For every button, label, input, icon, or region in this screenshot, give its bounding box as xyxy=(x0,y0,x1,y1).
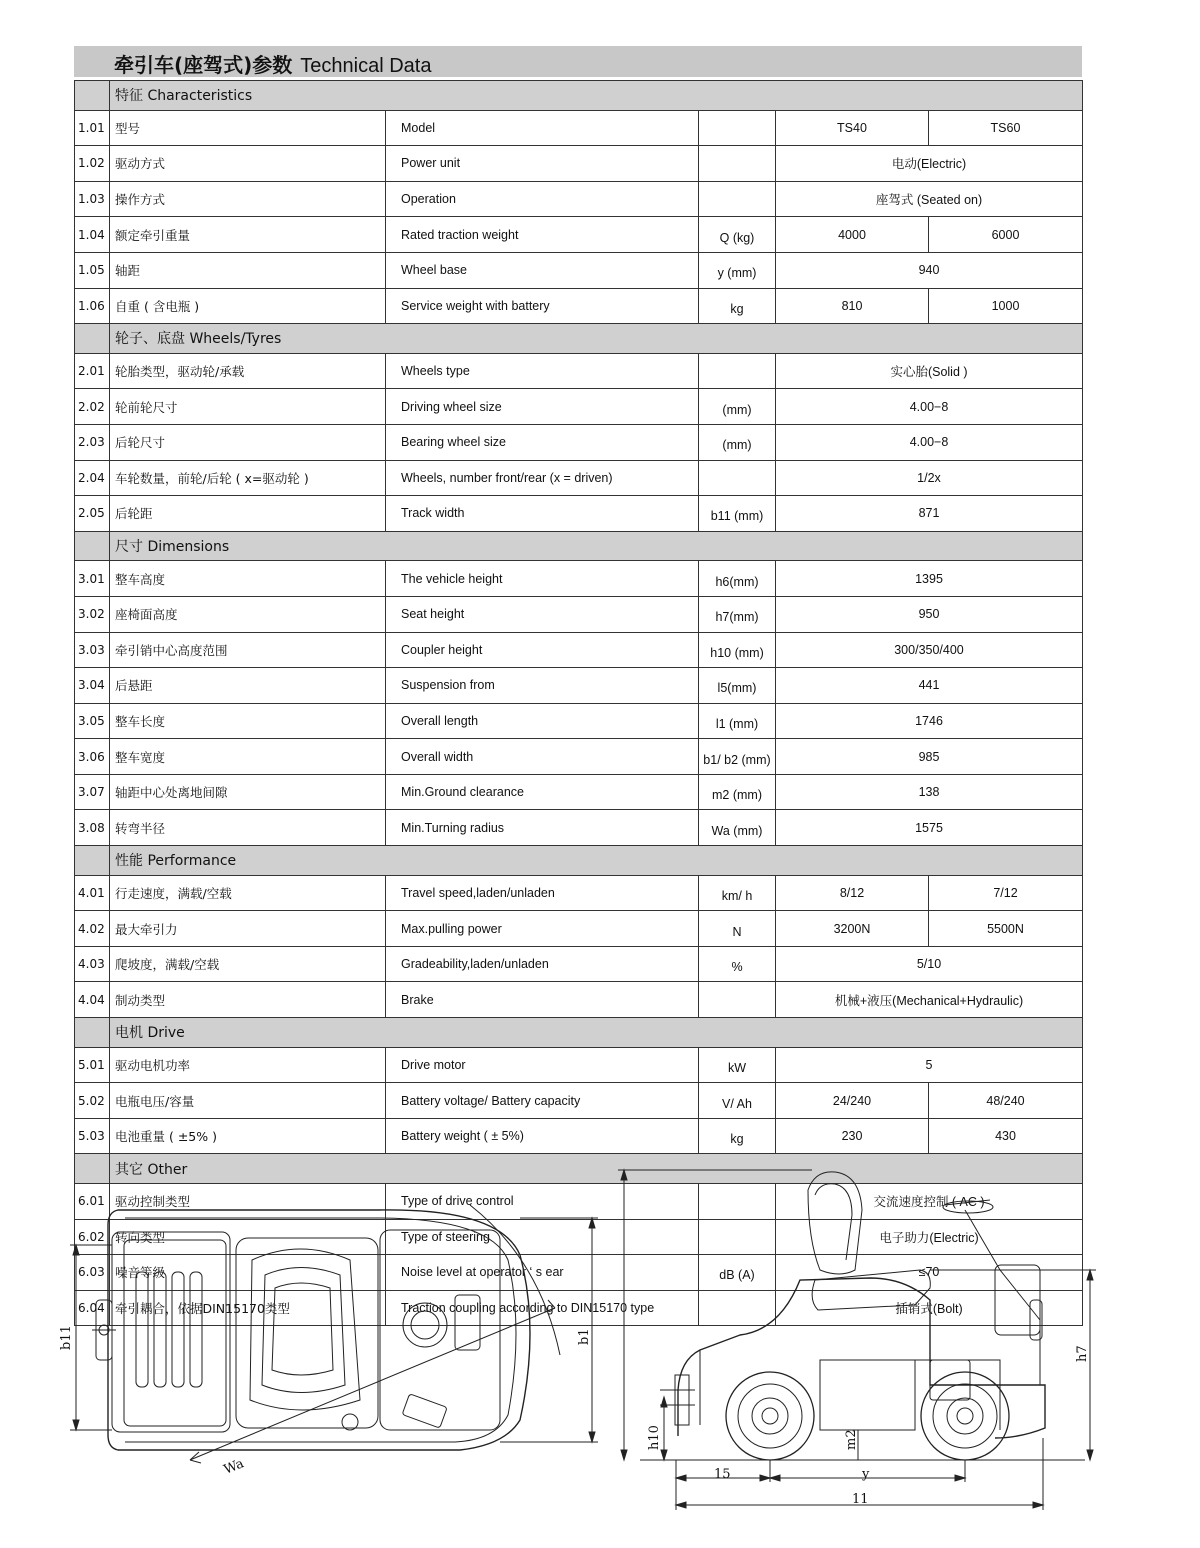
row-value-ts60: 48/240 xyxy=(929,1083,1083,1119)
section-blank-cell xyxy=(75,324,110,354)
section-blank-cell xyxy=(75,1018,110,1048)
row-label-en: Operation xyxy=(386,181,699,217)
section-label: 其它 Other xyxy=(110,1154,1083,1184)
row-label-cn: 电池重量 ( ±5% ) xyxy=(110,1118,386,1154)
vehicle-drawings xyxy=(0,1160,1200,1520)
row-label-en: Travel speed,laden/unladen xyxy=(386,875,699,911)
row-number: 3.04 xyxy=(75,668,110,704)
row-number: 3.06 xyxy=(75,739,110,775)
row-label-cn: 电瓶电压/容量 xyxy=(110,1083,386,1119)
row-value: 1746 xyxy=(776,703,1083,739)
row-label-en: Min.Ground clearance xyxy=(386,774,699,810)
row-value: 441 xyxy=(776,668,1083,704)
table-row xyxy=(75,810,1083,846)
row-number: 3.03 xyxy=(75,632,110,668)
row-label-cn: 车轮数量，前轮/后轮 ( x=驱动轮 ) xyxy=(110,460,386,496)
row-label-en: Drive motor xyxy=(386,1047,699,1083)
row-unit: kg xyxy=(699,1118,776,1154)
table-row xyxy=(75,739,1083,775)
table-row xyxy=(75,353,1083,389)
table-row xyxy=(75,774,1083,810)
row-label-en: Wheel base xyxy=(386,252,699,288)
row-label-cn: 后轮距 xyxy=(110,496,386,532)
table-row xyxy=(75,252,1083,288)
row-label-en: Gradeability,laden/unladen xyxy=(386,946,699,982)
row-unit: Wa (mm) xyxy=(699,810,776,846)
table-row xyxy=(75,389,1083,425)
row-value-ts40: 8/12 xyxy=(776,875,929,911)
row-label-cn: 轮前轮尺寸 xyxy=(110,389,386,425)
row-number: 2.02 xyxy=(75,389,110,425)
row-value: 1395 xyxy=(776,561,1083,597)
row-unit: m2 (mm) xyxy=(699,774,776,810)
row-value-ts40: 24/240 xyxy=(776,1083,929,1119)
row-label-en: Model xyxy=(386,110,699,146)
row-number: 1.03 xyxy=(75,181,110,217)
row-value: 871 xyxy=(776,496,1083,532)
section-blank-cell xyxy=(75,531,110,561)
row-unit: h7(mm) xyxy=(699,596,776,632)
row-number: 1.06 xyxy=(75,288,110,324)
row-unit: b11 (mm) xyxy=(699,496,776,532)
table-row xyxy=(75,460,1083,496)
row-number: 1.05 xyxy=(75,252,110,288)
row-unit xyxy=(699,181,776,217)
row-label-cn: 驱动电机功率 xyxy=(110,1047,386,1083)
row-label-cn: 座椅面高度 xyxy=(110,596,386,632)
row-unit xyxy=(699,460,776,496)
row-number: 4.03 xyxy=(75,946,110,982)
row-unit: dB (A) xyxy=(699,1255,776,1291)
row-unit: kg xyxy=(699,288,776,324)
row-number: 3.07 xyxy=(75,774,110,810)
row-value-ts40: 3200N xyxy=(776,911,929,947)
row-number: 3.01 xyxy=(75,561,110,597)
row-label-en: Noise level at operator ‘ s ear xyxy=(386,1255,699,1291)
table-row xyxy=(75,946,1083,982)
technical-data-table xyxy=(74,80,1083,1326)
row-label-en: Bearing wheel size xyxy=(386,424,699,460)
row-value-ts40: 4000 xyxy=(776,217,929,253)
row-unit: (mm) xyxy=(699,424,776,460)
row-value: 插销式(Bolt) xyxy=(776,1290,1083,1326)
row-label-en: Wheels, number front/rear (x = driven) xyxy=(386,460,699,496)
side-view-drawing xyxy=(618,1170,1096,1510)
row-unit: h6(mm) xyxy=(699,561,776,597)
dim-label-l5: 15 xyxy=(714,1467,731,1482)
dim-label-h10: h10 xyxy=(647,1425,662,1450)
row-label-cn: 驱动控制类型 xyxy=(110,1184,386,1220)
table-row xyxy=(75,875,1083,911)
row-label-cn: 轴距 xyxy=(110,252,386,288)
row-label-en: Wheels type xyxy=(386,353,699,389)
table-row xyxy=(75,424,1083,460)
row-unit: l5(mm) xyxy=(699,668,776,704)
row-value: 940 xyxy=(776,252,1083,288)
row-unit xyxy=(699,982,776,1018)
row-label-en: Min.Turning radius xyxy=(386,810,699,846)
section-header-row xyxy=(75,531,1083,561)
title-bar xyxy=(74,46,1082,77)
table-row xyxy=(75,561,1083,597)
section-label: 电机 Drive xyxy=(110,1018,1083,1048)
section-header-row xyxy=(75,846,1083,876)
row-value: 电子助力(Electric) xyxy=(776,1219,1083,1255)
row-label-cn: 自重 ( 含电瓶 ) xyxy=(110,288,386,324)
row-label-en: The vehicle height xyxy=(386,561,699,597)
row-number: 5.03 xyxy=(75,1118,110,1154)
row-label-cn: 整车宽度 xyxy=(110,739,386,775)
table-row xyxy=(75,146,1083,182)
row-label-en: Type of drive control xyxy=(386,1184,699,1220)
row-label-cn: 爬坡度，满载/空载 xyxy=(110,946,386,982)
row-number: 2.03 xyxy=(75,424,110,460)
section-header-row xyxy=(75,81,1083,111)
row-number: 3.08 xyxy=(75,810,110,846)
row-unit: l1 (mm) xyxy=(699,703,776,739)
row-label-cn: 整车高度 xyxy=(110,561,386,597)
dim-label-wa: Wa xyxy=(221,1456,247,1478)
row-value: 实心胎(Solid ) xyxy=(776,353,1083,389)
table-row xyxy=(75,110,1083,146)
row-value: 5/10 xyxy=(776,946,1083,982)
row-label-en: Battery weight ( ± 5%) xyxy=(386,1118,699,1154)
table-row xyxy=(75,496,1083,532)
row-label-en: Overall length xyxy=(386,703,699,739)
row-label-cn: 型号 xyxy=(110,110,386,146)
row-value-ts60: 7/12 xyxy=(929,875,1083,911)
section-blank-cell xyxy=(75,846,110,876)
row-label-en: Type of steering xyxy=(386,1219,699,1255)
section-blank-cell xyxy=(75,81,110,111)
row-unit: b1/ b2 (mm) xyxy=(699,739,776,775)
row-label-cn: 后悬距 xyxy=(110,668,386,704)
row-value: 1/2x xyxy=(776,460,1083,496)
row-unit: N xyxy=(699,911,776,947)
dim-label-h7: h7 xyxy=(1075,1345,1090,1362)
row-label-cn: 轮胎类型，驱动轮/承载 xyxy=(110,353,386,389)
table-row xyxy=(75,632,1083,668)
row-value: 1575 xyxy=(776,810,1083,846)
table-row xyxy=(75,703,1083,739)
row-label-cn: 牵引销中心高度范围 xyxy=(110,632,386,668)
row-number: 1.04 xyxy=(75,217,110,253)
row-label-cn: 额定牵引重量 xyxy=(110,217,386,253)
row-value: 4.00−8 xyxy=(776,424,1083,460)
row-number: 6.01 xyxy=(75,1184,110,1220)
row-unit xyxy=(699,146,776,182)
row-number: 4.04 xyxy=(75,982,110,1018)
row-number: 1.01 xyxy=(75,110,110,146)
row-number: 2.04 xyxy=(75,460,110,496)
top-view-drawing xyxy=(70,1205,598,1463)
table-row xyxy=(75,911,1083,947)
table-row xyxy=(75,668,1083,704)
row-label-en: Service weight with battery xyxy=(386,288,699,324)
table-row xyxy=(75,1083,1083,1119)
page-title xyxy=(114,49,431,78)
row-unit: V/ Ah xyxy=(699,1083,776,1119)
row-label-cn: 整车长度 xyxy=(110,703,386,739)
section-header-row xyxy=(75,1018,1083,1048)
row-value: 座驾式 (Seated on) xyxy=(776,181,1083,217)
row-value: 5 xyxy=(776,1047,1083,1083)
row-label-en: Suspension from xyxy=(386,668,699,704)
row-label-cn: 行走速度，满载/空载 xyxy=(110,875,386,911)
dim-label-b1: b1 xyxy=(577,1328,592,1345)
row-label-cn: 制动类型 xyxy=(110,982,386,1018)
row-unit: y (mm) xyxy=(699,252,776,288)
row-label-cn: 最大牵引力 xyxy=(110,911,386,947)
table-row xyxy=(75,288,1083,324)
section-label: 尺寸 Dimensions xyxy=(110,531,1083,561)
row-label-cn: 操作方式 xyxy=(110,181,386,217)
row-number: 6.04 xyxy=(75,1290,110,1326)
row-label-en: Power unit xyxy=(386,146,699,182)
row-number: 3.02 xyxy=(75,596,110,632)
section-label: 特征 Characteristics xyxy=(110,81,1083,111)
section-label: 轮子、底盘 Wheels/Tyres xyxy=(110,324,1083,354)
row-label-en: Battery voltage/ Battery capacity xyxy=(386,1083,699,1119)
row-label-cn: 后轮尺寸 xyxy=(110,424,386,460)
row-value-ts60: 5500N xyxy=(929,911,1083,947)
row-number: 6.03 xyxy=(75,1255,110,1291)
page-title-en: Technical Data xyxy=(300,55,432,77)
row-label-cn: 噪音等级 xyxy=(110,1255,386,1291)
section-label: 性能 Performance xyxy=(110,846,1083,876)
dim-label-y: y xyxy=(862,1467,870,1482)
row-label-en: Overall width xyxy=(386,739,699,775)
table-row xyxy=(75,181,1083,217)
row-number: 6.02 xyxy=(75,1219,110,1255)
row-value: ≤70 xyxy=(776,1255,1083,1291)
table-row xyxy=(75,982,1083,1018)
row-unit: h10 (mm) xyxy=(699,632,776,668)
row-unit: (mm) xyxy=(699,389,776,425)
row-number: 1.02 xyxy=(75,146,110,182)
row-unit: km/ h xyxy=(699,875,776,911)
table-row xyxy=(75,217,1083,253)
row-value-ts60: 430 xyxy=(929,1118,1083,1154)
row-unit xyxy=(699,110,776,146)
table-row xyxy=(75,596,1083,632)
row-value: 机械+液压(Mechanical+Hydraulic) xyxy=(776,982,1083,1018)
row-unit: kW xyxy=(699,1047,776,1083)
row-label-en: Seat height xyxy=(386,596,699,632)
row-label-en: Driving wheel size xyxy=(386,389,699,425)
row-value-ts60: 1000 xyxy=(929,288,1083,324)
row-label-cn: 轴距中心处离地间隙 xyxy=(110,774,386,810)
row-label-en: Traction coupling according to DIN15170 type xyxy=(386,1290,699,1326)
section-header-row xyxy=(75,324,1083,354)
row-value-ts40: TS40 xyxy=(776,110,929,146)
row-value: 电动(Electric) xyxy=(776,146,1083,182)
dim-label-b11: b11 xyxy=(59,1325,74,1350)
row-value: 交流速度控制 ( AC ) xyxy=(776,1184,1083,1220)
table-row xyxy=(75,1047,1083,1083)
row-unit xyxy=(699,353,776,389)
row-value-ts60: 6000 xyxy=(929,217,1083,253)
dim-label-m2: m2 xyxy=(844,1429,859,1450)
row-value: 985 xyxy=(776,739,1083,775)
row-number: 2.05 xyxy=(75,496,110,532)
row-label-cn: 牵引耦合，依据DIN15170类型 xyxy=(110,1290,386,1326)
row-value-ts40: 810 xyxy=(776,288,929,324)
row-label-en: Track width xyxy=(386,496,699,532)
dim-label-l1: 11 xyxy=(852,1492,869,1507)
row-label-en: Brake xyxy=(386,982,699,1018)
row-value-ts60: TS60 xyxy=(929,110,1083,146)
table-row xyxy=(75,1118,1083,1154)
row-label-en: Max.pulling power xyxy=(386,911,699,947)
page-title-cn: 牵引车(座驾式)参数 xyxy=(114,53,293,77)
row-unit: % xyxy=(699,946,776,982)
row-value: 950 xyxy=(776,596,1083,632)
row-label-cn: 转向类型 xyxy=(110,1219,386,1255)
row-label-en: Coupler height xyxy=(386,632,699,668)
row-number: 3.05 xyxy=(75,703,110,739)
row-number: 5.02 xyxy=(75,1083,110,1119)
row-unit: Q (kg) xyxy=(699,217,776,253)
row-value: 300/350/400 xyxy=(776,632,1083,668)
row-value: 138 xyxy=(776,774,1083,810)
row-number: 4.02 xyxy=(75,911,110,947)
row-label-en: Rated traction weight xyxy=(386,217,699,253)
row-number: 2.01 xyxy=(75,353,110,389)
row-label-cn: 转弯半径 xyxy=(110,810,386,846)
row-number: 4.01 xyxy=(75,875,110,911)
row-number: 5.01 xyxy=(75,1047,110,1083)
row-value: 4.00−8 xyxy=(776,389,1083,425)
row-label-cn: 驱动方式 xyxy=(110,146,386,182)
row-value-ts40: 230 xyxy=(776,1118,929,1154)
